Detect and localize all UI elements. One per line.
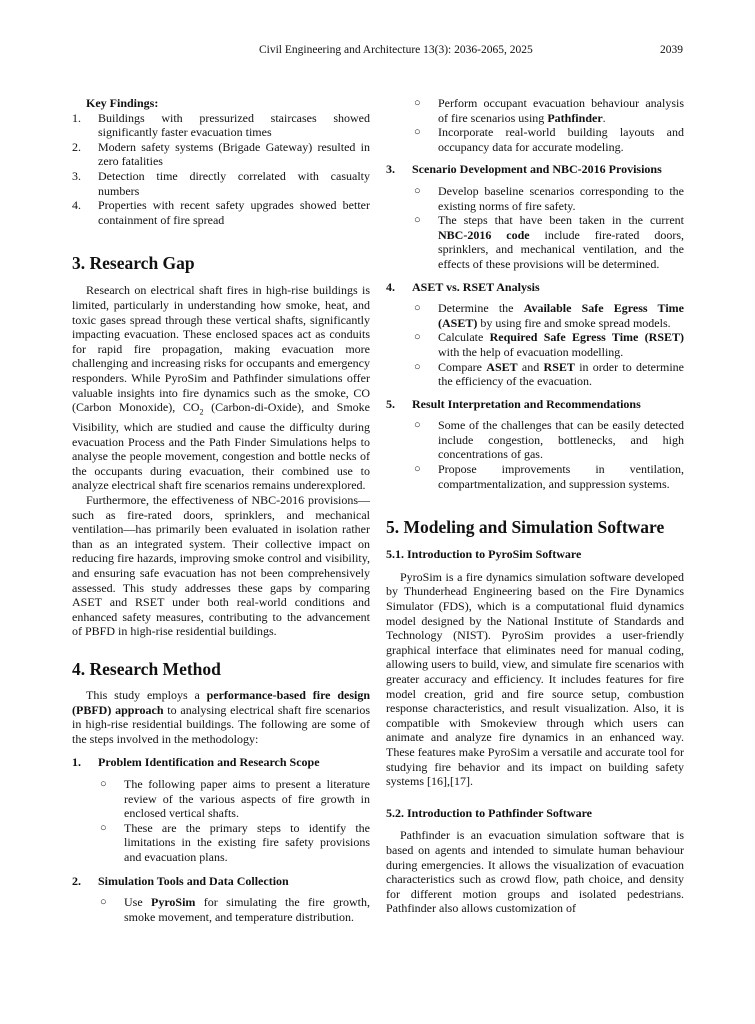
section-heading-research-method: 4. Research Method bbox=[72, 658, 221, 679]
key-findings-title: Key Findings: bbox=[86, 96, 159, 110]
list-item: ○ Compare ASET and RSET in order to determine the efficiency of the evacuation. bbox=[414, 359, 685, 389]
subsection-heading-pyrosim: 5.1. Introduction to PyroSim Software bbox=[386, 547, 582, 562]
list-item: ○ Incorporate real-world building layouts and occupancy data for accurate modeling. bbox=[414, 125, 684, 154]
pyrosim-paragraph: PyroSim is a fire dynamics simulation software developed by Thunderhead Engineering based on the Fire Dynamics Simulator (FDS), which is a computational fluid dynamics model designed by the National Institute of Standards and Technology (NIST). PyroSim provides a user-friendly graphical interface that eliminates need for manual coding, allowing users to build, view, and simulate fire scenarios with greater accuracy and efficiency. It includes features for fire model creation, grid and fire source setup, combustion response characteristics, and result visualization. Also, it is compatible with Smokeview through which users can animate and analyze fire dynamics in an enhanced way. These features make PyroSim a versatile and accurate tool for studying fire behavior and its impact on building safety systems [16],[17]. bbox=[386, 569, 684, 789]
step-5-heading: 5. Result Interpretation and Recommendations bbox=[386, 396, 641, 411]
step-3-heading: 3. Scenario Development and NBC-2016 Provisions bbox=[386, 162, 662, 177]
list-item: ○ Propose improvements in ventilation, compartmentalization, and suppression systems. bbox=[414, 462, 684, 491]
list-item: ○ Determine the Available Safe Egress Time (ASET) by using fire and smoke spread models. bbox=[414, 301, 684, 330]
right-column bbox=[386, 96, 684, 916]
list-item: ○ Develop baseline scenarios corresponding to the existing norms of fire safety. bbox=[414, 183, 684, 213]
section-heading-research-gap: 3. Research Gap bbox=[72, 253, 195, 274]
list-item: 1. Buildings with pressurized staircases showed significantly faster evacuation times bbox=[72, 110, 370, 140]
step-2-bullets-continued bbox=[386, 96, 684, 154]
pathfinder-paragraph: Pathfinder is an evacuation simulation software that is based on agents and intended to simulate human behaviour during emergencies. It allows the visualization of evacuation characteristics such as crowd flow, path choice, and density for different motion groups and isolated pedestrians. Pathfinder also allows customization of bbox=[386, 828, 684, 916]
step-4-heading: 4. ASET vs. RSET Analysis bbox=[386, 279, 540, 294]
list-item: ○ Some of the challenges that can be easily detected include congestion, bottlenecks, and high concentrations of gas. bbox=[414, 418, 684, 462]
research-gap-paragraph-2: Furthermore, the effectiveness of NBC-2016 provisions—such as fire-rated doors, sprinklers, and mechanical ventilation—has primarily been evaluated in isolation rather than as an integrated system. Their collective impact on reducing fire hazards, improving smoke control and visibility, and ensuring safe evacuation has not been comprehensively assessed. This study addresses these gaps by comparing ASET and RSET under both real-world conditions and enhanced safety measures, contributing to the advancement of PBFD in high-rise residential buildings. bbox=[72, 493, 370, 639]
step-3-bullets bbox=[386, 184, 684, 272]
step-1-bullets bbox=[72, 777, 370, 865]
list-item: ○ Use PyroSim for simulating the fire growth, smoke movement, and temperature distribution. bbox=[100, 895, 370, 924]
step-2-bullets bbox=[72, 895, 370, 924]
page-header bbox=[0, 44, 755, 60]
list-item: ○ Perform occupant evacuation behaviour analysis of fire scenarios using Pathfinder. bbox=[414, 96, 684, 125]
section-heading-modeling-software: 5. Modeling and Simulation Software bbox=[386, 517, 665, 538]
key-findings-list bbox=[72, 111, 370, 228]
step-4-bullets bbox=[386, 301, 684, 389]
step-5-bullets bbox=[386, 418, 684, 491]
step-1-heading: 1. Problem Identification and Research Scope bbox=[72, 755, 320, 770]
list-item: ○ The following paper aims to present a literature review of the various aspects of fire growth in enclosed vertical shafts. bbox=[100, 776, 370, 821]
research-gap-paragraph-1: Research on electrical shaft fires in high-rise buildings is limited, particularly in understanding how smoke, heat, and toxic gases spread through these vertical shafts, significantly impacting evacuation. These enclosed spaces act as conduits for rapid fire propagation, making evacuation more challenging and increasing risks for occupants and emergency responders. While PyroSim and Pathfinder simulations offer valuable insights into fire dynamics such as the smoke, CO (Carbon Monoxide), $CO_2$ (Carbon-di-Oxide), and Smoke Visibility, which are studied and cause the difficulty during evacuation Process and the Path Finder Simulations helps to analyse the people movement, congestion and bottle necks of the occupants during evacuation, their combined use to analyze electrical shaft fire scenarios remains underexplored. bbox=[72, 283, 371, 493]
left-column bbox=[72, 96, 370, 924]
page-number: 2039 bbox=[660, 44, 683, 56]
subsection-heading-pathfinder: 5.2. Introduction to Pathfinder Software bbox=[386, 805, 593, 820]
list-item: ○ Calculate Required Safe Egress Time (RSET) with the help of evacuation modelling. bbox=[414, 330, 684, 359]
list-item: 2. Modern safety systems (Brigade Gateway) resulted in zero fatalities bbox=[72, 139, 370, 169]
list-item: ○ The steps that have been taken in the current NBC-2016 code include fire-rated doors, sprinklers, and mechanical ventilation, and the effects of these provisions will be determined. bbox=[414, 213, 684, 271]
list-item: ○ These are the primary steps to identify the limitations in the existing fire safety provisions and evacuation plans. bbox=[100, 820, 370, 864]
list-item: 4. Properties with recent safety upgrades showed better containment of fire spread bbox=[72, 198, 370, 227]
journal-citation: Civil Engineering and Architecture 13(3): 2036-2065, 2025 bbox=[259, 44, 533, 56]
list-item: 3. Detection time directly correlated with casualty numbers bbox=[72, 168, 370, 198]
step-2-heading: 2. Simulation Tools and Data Collection bbox=[72, 873, 289, 888]
research-method-paragraph: This study employs a performance-based fire design (PBFD) approach to analysing electrical shaft fire scenarios in high-rise residential buildings. The following are some of the steps involved in the methodology: bbox=[72, 687, 371, 746]
